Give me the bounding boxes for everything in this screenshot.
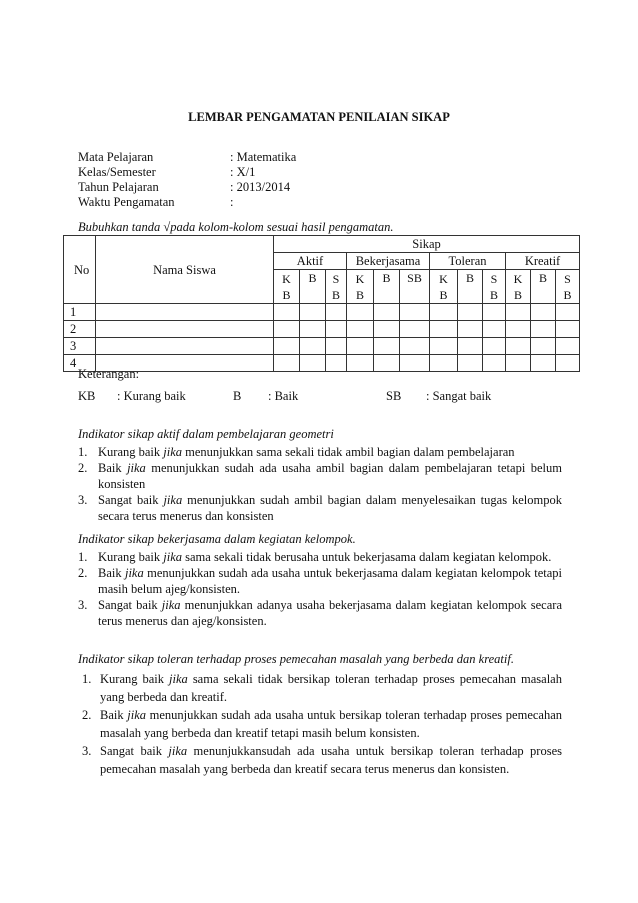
list-item [78,460,562,492]
cell-mark[interactable] [506,355,531,372]
cell-mark[interactable] [458,304,483,321]
header-toleran: Toleran [430,253,506,270]
cell-mark[interactable] [274,321,300,338]
keterangan-label: Keterangan: [78,367,140,381]
item-text: Baik [100,708,128,722]
sub-b: B [439,287,448,302]
observation-table [63,235,580,372]
sub-b: B [331,287,340,302]
sub-b: B [374,270,400,304]
legend-desc: : Sangat baik [426,389,492,403]
sub-b: B [531,270,556,304]
cell-mark[interactable] [347,321,374,338]
item-number: 3. [78,493,88,507]
cell-mark[interactable] [556,321,580,338]
indicator-list [78,549,562,629]
sub-b: B [563,287,572,302]
cell-mark[interactable] [300,321,326,338]
sub-b: B [300,270,326,304]
legend-desc: : Baik [268,389,299,403]
cell-mark[interactable] [430,355,458,372]
sub-sb [483,270,506,304]
cell-nama[interactable] [96,338,274,355]
cell-mark[interactable] [326,304,347,321]
header-sikap: Sikap [274,236,580,253]
cell-mark[interactable] [300,355,326,372]
row-number: 1 [64,304,96,321]
header-bekerjasama: Bekerjasama [347,253,430,270]
info-value: : 2013/2014 [230,180,291,194]
row-number: 4 [64,355,96,372]
item-emphasis: jika [163,493,183,507]
cell-mark[interactable] [430,304,458,321]
list-item [78,670,562,706]
info-label: Kelas/Semester [78,165,156,179]
cell-mark[interactable] [483,355,506,372]
cell-mark[interactable] [400,338,430,355]
list-item [78,597,562,629]
cell-mark[interactable] [374,321,400,338]
cell-mark[interactable] [531,355,556,372]
cell-mark[interactable] [347,304,374,321]
cell-mark[interactable] [556,355,580,372]
cell-mark[interactable] [458,355,483,372]
item-emphasis: jika [169,672,188,686]
table-row [64,355,580,372]
cell-mark[interactable] [300,304,326,321]
item-number: 3. [82,744,92,758]
header-no: No [64,236,96,304]
cell-mark[interactable] [374,338,400,355]
info-row [78,195,296,210]
info-row [78,150,296,165]
sub-kb [274,270,300,304]
info-block [78,150,296,210]
legend-code: B [233,389,242,403]
item-number: 1. [78,445,88,459]
header-nama-siswa: Nama Siswa [96,236,274,304]
info-value: : [230,195,234,209]
section-heading: Indikator sikap toleran terhadap proses pemecahan masalah yang berbeda dan kreatif. [78,652,514,666]
list-item [78,549,562,565]
item-emphasis: jika [163,550,183,564]
item-text: menunjukkan sudah ambil bagian dalam menyelesaikan tugas kelompok secara terus menerus dan konsisten [98,493,563,523]
item-text: sama sekali tidak berusaha untuk bekerjasama dalam kegiatan kelompok. [182,550,552,564]
item-text: menunjukkan sudah ada usaha untuk bekerjasama dalam kegiatan kelompok tetapi masih belum ajeg/konsisten. [98,566,563,596]
item-text: Sangat baik [100,744,169,758]
cell-mark[interactable] [326,338,347,355]
item-text: menunjukkan adanya usaha bekerjasama dalam kegiatan kelompok secara terus menerus dan ajeg/konsisten. [98,598,562,628]
item-emphasis: jika [168,744,188,758]
sub-s: S [490,271,498,286]
cell-mark[interactable] [374,355,400,372]
sub-k: K [513,271,523,286]
cell-mark[interactable] [326,321,347,338]
header-aktif: Aktif [274,253,347,270]
item-emphasis: jika [161,598,181,612]
item-emphasis: jika [127,461,146,475]
header-kreatif: Kreatif [506,253,580,270]
indicator-section-toleran [78,650,562,778]
indicator-list [78,444,562,524]
cell-mark[interactable] [347,355,374,372]
cell-mark[interactable] [274,355,300,372]
item-emphasis: jika [124,566,144,580]
item-number: 2. [78,566,88,580]
item-text: Kurang baik [100,672,170,686]
section-heading: Indikator sikap bekerjasama dalam kegiatan kelompok. [78,532,356,546]
item-text: menunjukkansudah ada usaha untuk bersikap toleran terhadap proses pemecahan masalah yang berbeda dan kreatif secara terus menerus dan konsisten. [100,744,562,776]
sub-sb [556,270,580,304]
item-text: Baik [98,461,128,475]
cell-mark[interactable] [506,304,531,321]
sub-k: K [282,271,291,286]
item-text: Sangat baik [98,598,162,612]
info-row [78,165,296,180]
sub-b: B [282,287,291,302]
cell-mark[interactable] [430,338,458,355]
cell-mark[interactable] [458,321,483,338]
item-number: 3. [78,598,88,612]
sub-k: K [355,271,365,286]
item-number: 1. [82,672,92,686]
cell-mark[interactable] [430,321,458,338]
cell-mark[interactable] [400,304,430,321]
item-text: menunjukkan sudah ada usaha ambil bagian dalam pembelajaran tetapi belum konsisten [98,461,562,491]
cell-mark[interactable] [483,304,506,321]
cell-mark[interactable] [506,338,531,355]
item-text: Sangat baik [98,493,164,507]
sub-k: K [439,271,448,286]
cell-mark[interactable] [374,304,400,321]
item-text: Kurang baik [98,550,164,564]
cell-nama[interactable] [96,304,274,321]
cell-mark[interactable] [531,321,556,338]
document-title: LEMBAR PENGAMATAN PENILAIAN SIKAP [188,110,450,124]
cell-mark[interactable] [531,338,556,355]
info-label: Waktu Pengamatan [78,195,175,209]
list-item [78,706,562,742]
list-item [78,742,562,778]
cell-mark[interactable] [506,321,531,338]
item-text: Kurang baik [98,445,164,459]
info-value: : X/1 [230,165,256,179]
sub-s: S [332,271,340,286]
cell-mark[interactable] [556,304,580,321]
sub-b: B [513,287,522,302]
legend-code: SB [386,389,402,403]
indicator-section-aktif [78,426,562,524]
info-value: : Matematika [230,150,297,164]
table-row [64,304,580,321]
sub-b: B [355,287,364,302]
item-emphasis: jika [127,708,146,722]
cell-mark[interactable] [483,321,506,338]
cell-mark[interactable] [400,355,430,372]
sub-s: S [564,271,571,286]
info-label: Mata Pelajaran [78,150,154,164]
cell-mark[interactable] [458,338,483,355]
list-item [78,565,562,597]
cell-mark[interactable] [274,304,300,321]
item-number: 2. [82,708,92,722]
item-emphasis: jika [163,445,183,459]
cell-mark[interactable] [347,338,374,355]
item-text: Baik [98,566,125,580]
sub-kb [430,270,458,304]
item-text: menunjukkan sama sekali tidak ambil bagian dalam pembelajaran [182,445,515,459]
sub-kb [347,270,374,304]
indicator-section-bekerjasama [78,531,562,629]
indicator-list [78,670,562,778]
legend-desc: : Kurang baik [117,389,186,403]
sub-b: B [489,287,498,302]
info-label: Tahun Pelajaran [78,180,159,194]
item-number: 2. [78,461,88,475]
item-number: 1. [78,550,88,564]
list-item [78,492,562,524]
row-number: 3 [64,338,96,355]
legend-code: KB [78,389,96,403]
cell-mark[interactable] [556,338,580,355]
sub-kb [506,270,531,304]
table-row [64,321,580,338]
row-number: 2 [64,321,96,338]
cell-mark[interactable] [400,321,430,338]
info-row [78,180,296,195]
cell-mark[interactable] [483,338,506,355]
cell-nama[interactable] [96,321,274,338]
section-heading: Indikator sikap aktif dalam pembelajaran geometri [78,427,334,441]
sub-sb [326,270,347,304]
cell-mark[interactable] [274,338,300,355]
cell-mark[interactable] [300,338,326,355]
instruction-text: Bubuhkan tanda √pada kolom-kolom sesuai hasil pengamatan. [78,220,394,234]
cell-mark[interactable] [531,304,556,321]
sub-b: B [458,270,483,304]
cell-mark[interactable] [326,355,347,372]
table-row [64,338,580,355]
item-text: menunjukkan sudah ada usaha untuk bersikap toleran terhadap proses pemecahan masalah yang berbeda dan kreatif tetapi masih belum konsisten. [100,708,563,740]
item-text: sama sekali tidak bersikap toleran terhadap proses pemecahan masalah yang berbeda dan kreatif. [100,672,562,704]
list-item [78,444,562,460]
sub-sb: SB [400,270,430,304]
